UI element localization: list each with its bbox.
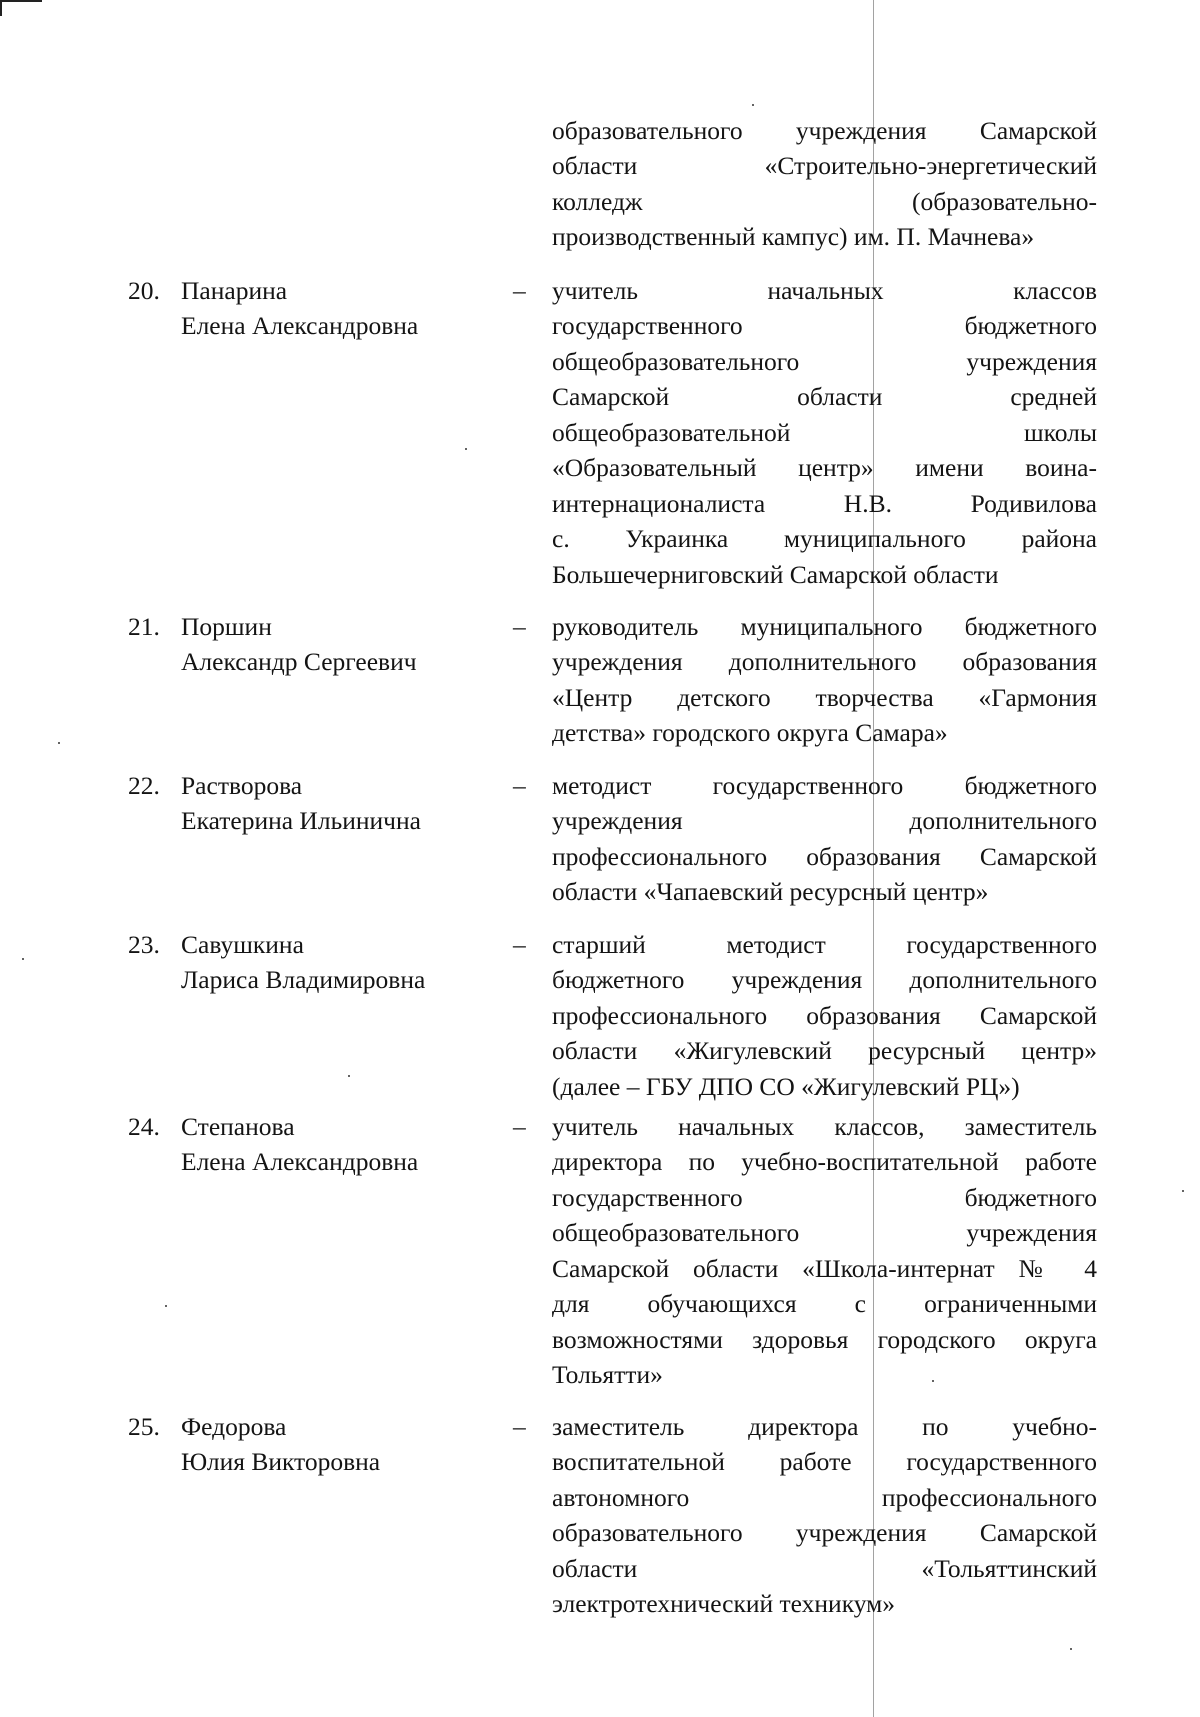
scan-speck — [752, 104, 754, 106]
position-line: профессионального образования Самарской — [552, 842, 1097, 871]
position-line: «Центр детского творчества «Гармония — [552, 683, 1097, 712]
position-line: для обучающихся с ограниченными — [552, 1289, 1097, 1318]
position-line: с. Украинка муниципального района — [552, 524, 1097, 553]
continuation-line: образовательного учреждения Самарской — [552, 116, 1097, 145]
entry-dash: – — [513, 771, 526, 800]
position-line: Самарской области «Школа-интернат № 4 — [552, 1254, 1097, 1283]
member-given-names: Лариса Владимировна — [181, 965, 426, 994]
entry-dash: – — [513, 930, 526, 959]
continuation-line: производственный кампус) им. П. Мачнева» — [552, 222, 1035, 251]
position-line: образовательного учреждения Самарской — [552, 1518, 1097, 1547]
member-given-names: Елена Александровна — [181, 311, 419, 340]
position-line: учреждения дополнительного образования — [552, 647, 1097, 676]
position-line: интернационалиста Н.В. Родивилова — [552, 489, 1097, 518]
member-surname: Савушкина — [181, 930, 304, 959]
position-line: Самарской области средней — [552, 382, 1097, 411]
position-line: государственного бюджетного — [552, 311, 1097, 340]
entry-dash: – — [513, 612, 526, 641]
continuation-line: области «Строительно-энергетический — [552, 151, 1097, 180]
position-line: «Образовательный центр» имени воина- — [552, 453, 1097, 482]
position-line: детства» городского округа Самара» — [552, 718, 948, 747]
position-line: директора по учебно-воспитательной работе — [552, 1147, 1097, 1176]
member-surname: Поршин — [181, 612, 272, 641]
position-line: учреждения дополнительного — [552, 806, 1097, 835]
scan-speck — [165, 1305, 167, 1307]
position-line: заместитель директора по учебно- — [552, 1412, 1097, 1441]
position-line: области «Чапаевский ресурсный центр» — [552, 877, 989, 906]
member-given-names: Елена Александровна — [181, 1147, 419, 1176]
position-line: государственного бюджетного — [552, 1183, 1097, 1212]
position-line: бюджетного учреждения дополнительного — [552, 965, 1097, 994]
position-line: автономного профессионального — [552, 1483, 1097, 1512]
position-line: области «Тольяттинский — [552, 1554, 1097, 1583]
entry-dash: – — [513, 1112, 526, 1141]
entry-number: 22. — [128, 771, 160, 800]
member-given-names: Юлия Викторовна — [181, 1447, 381, 1476]
member-given-names: Екатерина Ильинична — [181, 806, 421, 835]
member-surname: Растворова — [181, 771, 303, 800]
scan-speck — [465, 448, 467, 450]
member-given-names: Александр Сергеевич — [181, 647, 417, 676]
entry-number: 23. — [128, 930, 160, 959]
position-line: Тольятти» — [552, 1360, 663, 1389]
position-line: учитель начальных классов, заместитель — [552, 1112, 1097, 1141]
position-line: общеобразовательной школы — [552, 418, 1097, 447]
member-surname: Степанова — [181, 1112, 295, 1141]
member-surname: Федорова — [181, 1412, 287, 1441]
position-line: электротехнический техникум» — [552, 1589, 896, 1618]
entry-dash: – — [513, 276, 526, 305]
continuation-line: колледж (образовательно- — [552, 187, 1097, 216]
scan-corner-mark — [0, 0, 42, 16]
position-line: профессионального образования Самарской — [552, 1001, 1097, 1030]
scan-speck — [58, 742, 60, 744]
position-line: воспитательной работе государственного — [552, 1447, 1097, 1476]
entry-number: 20. — [128, 276, 160, 305]
entry-dash: – — [513, 1412, 526, 1441]
scan-speck — [348, 1075, 350, 1077]
entry-number: 25. — [128, 1412, 160, 1441]
position-line: старший методист государственного — [552, 930, 1097, 959]
position-line: возможностями здоровья городского округа — [552, 1325, 1097, 1354]
entry-number: 24. — [128, 1112, 160, 1141]
position-line: методист государственного бюджетного — [552, 771, 1097, 800]
member-surname: Панарина — [181, 276, 288, 305]
position-line: общеобразовательного учреждения — [552, 1218, 1097, 1247]
position-line: Большечерниговский Самарской области — [552, 560, 999, 589]
scan-speck — [1070, 1648, 1072, 1650]
position-line: учитель начальных классов — [552, 276, 1097, 305]
position-line: области «Жигулевский ресурсный центр» — [552, 1036, 1097, 1065]
scan-speck — [1182, 1190, 1184, 1192]
scan-speck — [22, 958, 24, 960]
position-line: руководитель муниципального бюджетного — [552, 612, 1097, 641]
position-line: (далее – ГБУ ДПО СО «Жигулевский РЦ») — [552, 1072, 1020, 1101]
position-line: общеобразовательного учреждения — [552, 347, 1097, 376]
entry-number: 21. — [128, 612, 160, 641]
